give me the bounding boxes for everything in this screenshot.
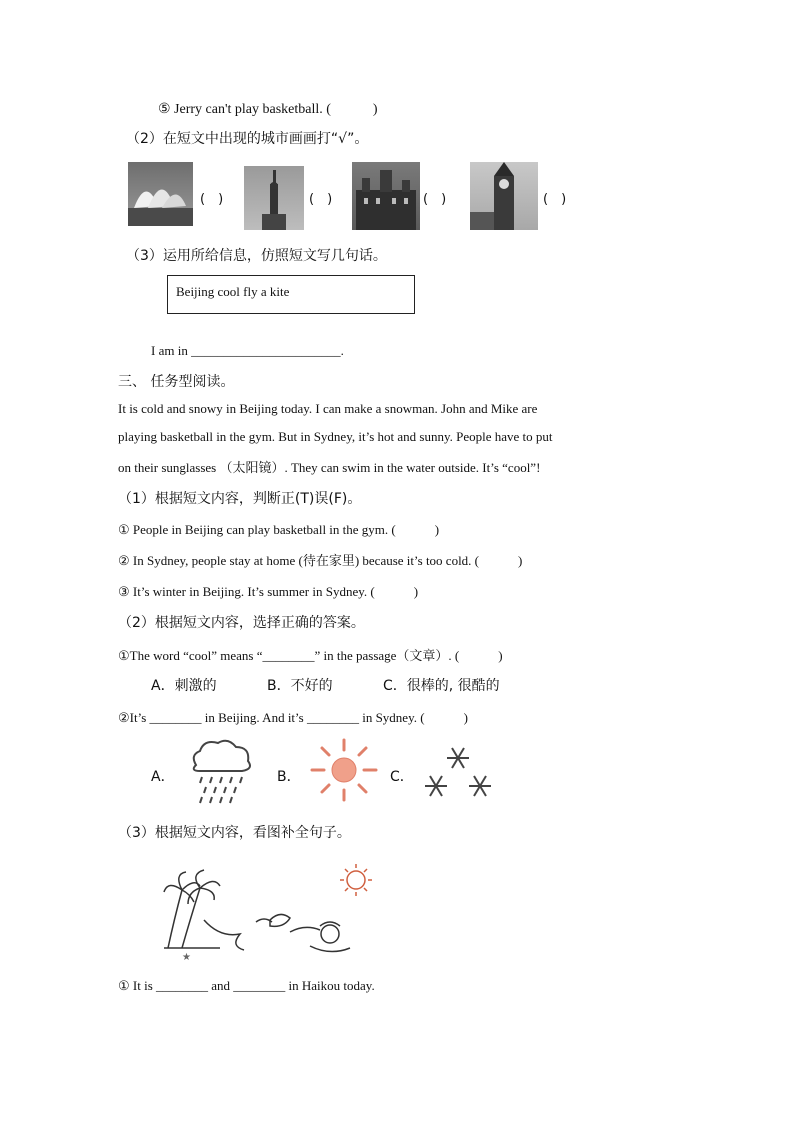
statue-of-liberty-photo	[244, 166, 304, 230]
passage-line-3: on their sunglasses （太阳镜）. They can swim in the water outside. It’s “cool”!	[118, 460, 541, 475]
picture-fill-title: （3）根据短文内容，看图补全句子。	[118, 825, 351, 841]
tf-title: （1）根据短文内容，判断正(T)误(F)。	[118, 491, 362, 507]
paren-2[interactable]: ( )	[309, 192, 333, 207]
answer-line[interactable]: I am in _______________________.	[151, 343, 344, 358]
box-words: Beijing cool fly a kite	[176, 284, 290, 299]
big-ben-photo	[470, 162, 538, 230]
sub2-title: （2）在短文中出现的城市画画打“√”。	[126, 131, 369, 147]
mc1-option-b[interactable]: B．不好的	[267, 678, 333, 694]
svg-text:★: ★	[182, 952, 191, 963]
passage-line-1: It is cold and snowy in Beijing today. I can make a snowman. John and Mike are	[118, 401, 538, 416]
mc2-label-a[interactable]: A．	[151, 769, 175, 785]
tf-item-3: ③ It’s winter in Beijing. It’s summer in Sydney. ( )	[118, 584, 419, 599]
sun-icon[interactable]	[310, 738, 378, 806]
city-building-photo	[352, 162, 420, 230]
rain-cloud-icon[interactable]	[186, 737, 256, 809]
mc1-question: ①The word “cool” means “________” in the passage（文章）. ( )	[118, 648, 503, 663]
paren-4[interactable]: ( )	[543, 192, 567, 207]
mc2-label-c[interactable]: C．	[390, 769, 414, 785]
mc1-option-a[interactable]: A．刺激的	[151, 678, 217, 694]
tf-item-5: ⑤ Jerry can't play basketball. ( )	[158, 102, 378, 117]
mc2-label-b[interactable]: B．	[277, 769, 301, 785]
paren-1[interactable]: ( )	[200, 192, 224, 207]
mc2-question: ②It’s ________ in Beijing. And it’s ________ in Sydney. ( )	[118, 710, 468, 725]
snowflakes-icon[interactable]	[420, 742, 496, 806]
beach-scene-icon	[160, 860, 390, 969]
passage-line-2: playing basketball in the gym. But in Sydney, it’s hot and sunny. People have to put	[118, 429, 553, 444]
paren-3[interactable]: ( )	[423, 192, 447, 207]
tf-item-2: ② In Sydney, people stay at home (待在家里) because it’s too cold. ( )	[118, 553, 523, 568]
word-box	[167, 275, 415, 314]
sydney-opera-house-photo	[128, 162, 193, 226]
sub3-title: （3）运用所给信息，仿照短文写几句话。	[126, 248, 387, 264]
tf-item-1: ① People in Beijing can play basketball in the gym. ( )	[118, 522, 440, 537]
mc1-option-c[interactable]: C．很棒的, 很酷的	[383, 678, 500, 694]
fill-sentence-1: ① It is ________ and ________ in Haikou today.	[118, 978, 375, 993]
mc-title: （2）根据短文内容，选择正确的答案。	[118, 615, 365, 631]
section-3-title: 三、 任务型阅读。	[118, 374, 235, 390]
